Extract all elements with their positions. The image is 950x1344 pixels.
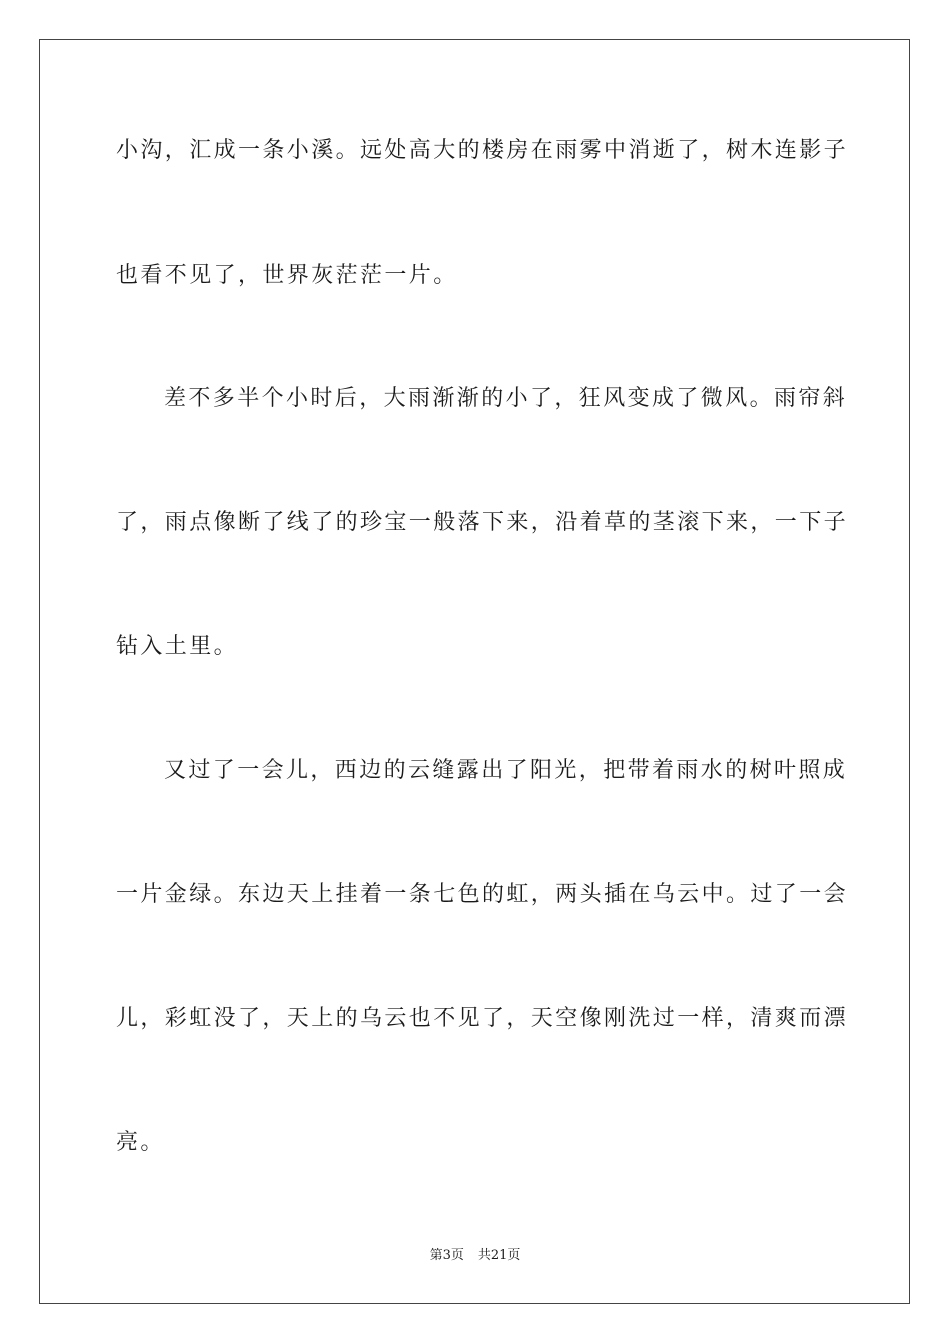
page-number-current: 第3页 bbox=[429, 1248, 464, 1263]
page-number-total: 共21页 bbox=[477, 1248, 521, 1263]
paragraph-start-line: 差不多半个小时后，大雨渐渐的小了，狂风变成了微风。雨帘斜 bbox=[164, 386, 848, 411]
paragraph-start-line: 又过了一会儿，西边的云缝露出了阳光，把带着雨水的树叶照成 bbox=[164, 758, 848, 783]
text-line: 亮。 bbox=[116, 1130, 165, 1155]
text-line: 小沟，汇成一条小溪。远处高大的楼房在雨雾中消逝了，树木连影子 bbox=[116, 138, 849, 163]
page-footer bbox=[0, 1247, 950, 1265]
text-line: 钻入土里。 bbox=[116, 634, 239, 659]
text-line: 儿，彩虹没了，天上的乌云也不见了，天空像刚洗过一样，清爽而漂 bbox=[116, 1006, 849, 1031]
text-line: 一片金绿。东边天上挂着一条七色的虹，两头插在乌云中。过了一会 bbox=[116, 882, 849, 907]
text-line: 了，雨点像断了线了的珍宝一般落下来，沿着草的茎滚下来，一下子 bbox=[116, 510, 849, 535]
text-line: 也看不见了，世界灰茫茫一片。 bbox=[116, 263, 458, 288]
page-border bbox=[39, 39, 910, 1304]
